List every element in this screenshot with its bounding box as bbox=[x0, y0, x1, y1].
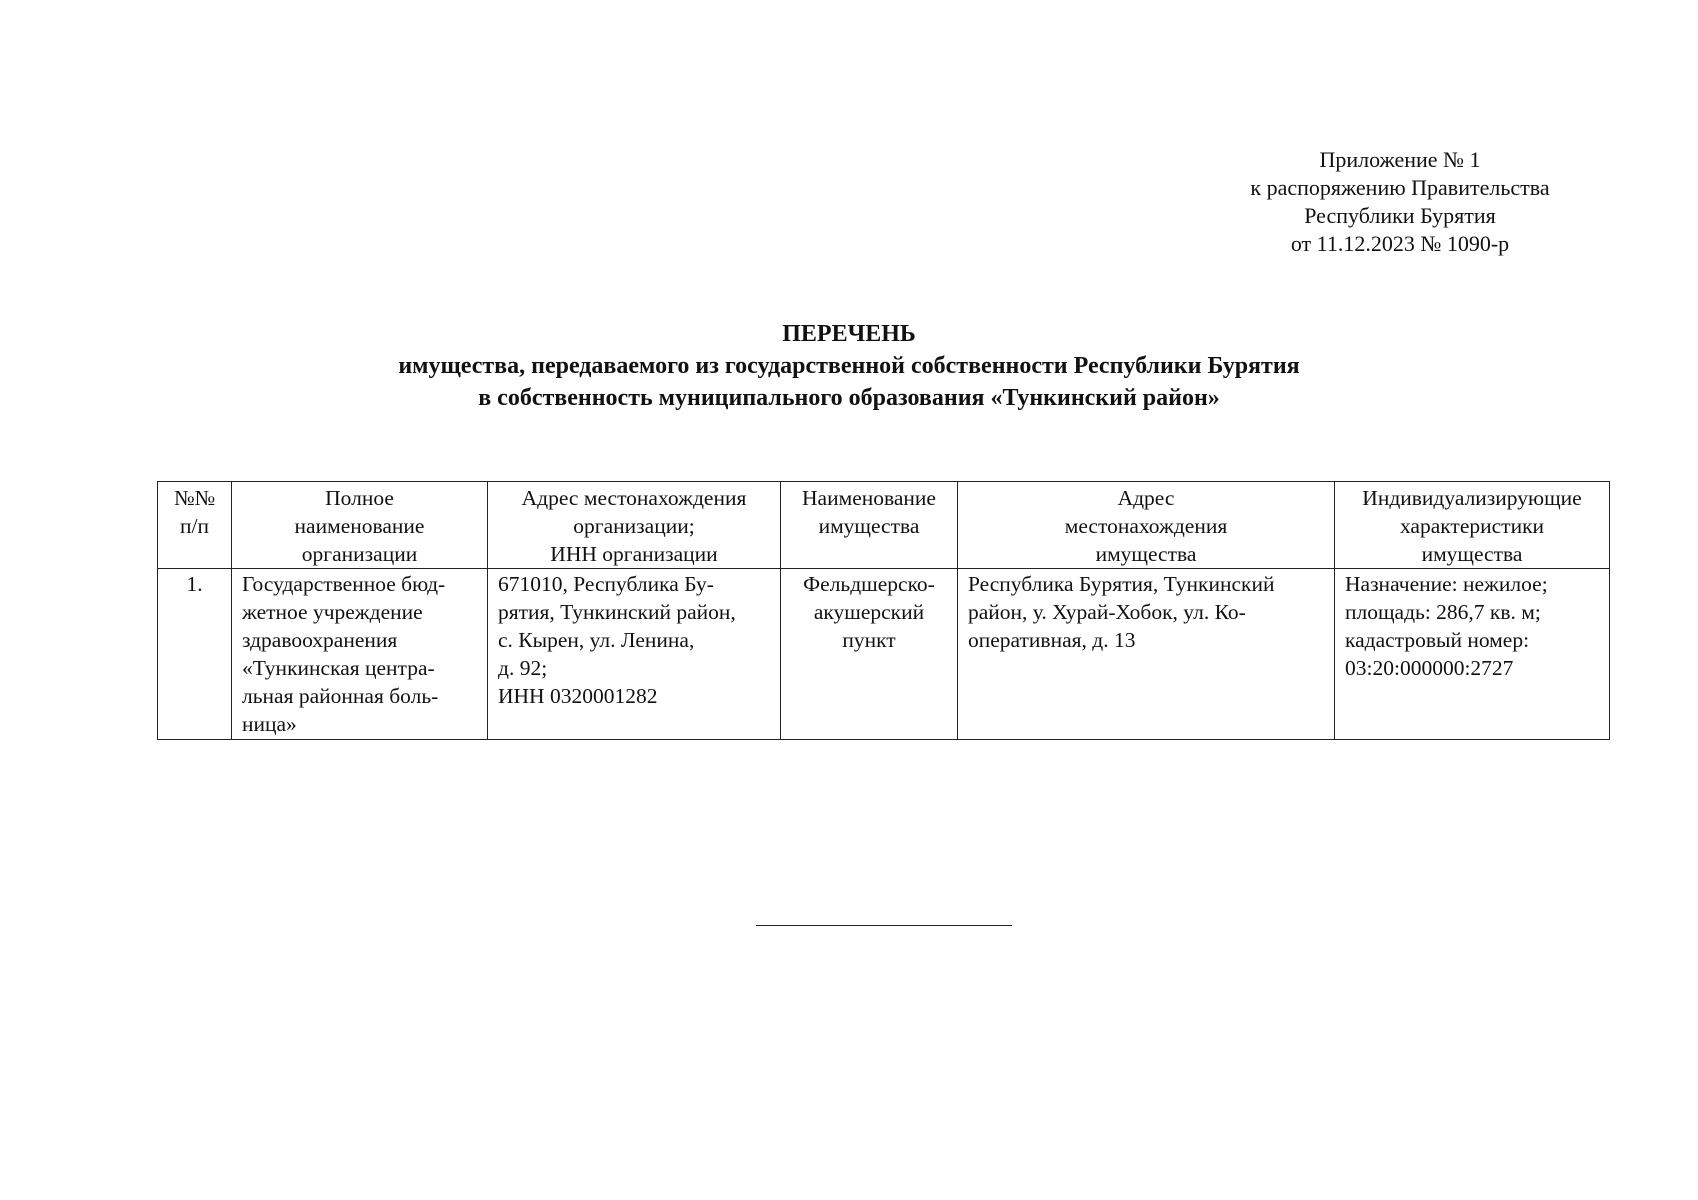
header-cell-property-address: Адрес местонахождения имущества bbox=[958, 482, 1335, 569]
title-line: имущества, передаваемого из государственной собственности Республики Бурятия bbox=[398, 353, 1300, 379]
header-cell-characteristics: Индивидуализирующие характеристики имущества bbox=[1335, 482, 1610, 569]
appendix-line: Республики Бурятия bbox=[1304, 203, 1496, 228]
header-cell-org-address: Адрес местонахождения организации; ИНН организации bbox=[488, 482, 781, 569]
header-cell-org-name: Полное наименование организации bbox=[232, 482, 488, 569]
title-line: в собственность муниципального образования «Тункинский район» bbox=[478, 385, 1220, 411]
cell-org-name: Государственное бюд- жетное учреждение здравоохранения «Тункинская центра- льная районная боль- ница» bbox=[232, 569, 488, 740]
title-heading: ПЕРЕЧЕНЬ bbox=[782, 321, 916, 347]
table-row bbox=[158, 569, 1610, 740]
cell-org-address: 671010, Республика Бу- рятия, Тункинский район, с. Кырен, ул. Ленина, д. 92; ИНН 0320001282 bbox=[488, 569, 781, 740]
header-cell-property-name: Наименование имущества bbox=[781, 482, 958, 569]
closing-divider-line bbox=[756, 925, 1012, 926]
table-header-row bbox=[158, 482, 1610, 569]
appendix-line: к распоряжению Правительства bbox=[1250, 175, 1550, 200]
document-title bbox=[0, 318, 1698, 414]
cell-property-address: Республика Бурятия, Тункинский район, у. Хурай-Хобок, ул. Ко- оперативная, д. 13 bbox=[958, 569, 1335, 740]
appendix-line: Приложение № 1 bbox=[1319, 147, 1481, 172]
cell-property-name: Фельдшерско- акушерский пункт bbox=[781, 569, 958, 740]
cell-characteristics: Назначение: нежилое; площадь: 286,7 кв. м; кадастровый номер: 03:20:000000:2727 bbox=[1335, 569, 1610, 740]
property-table bbox=[157, 481, 1610, 740]
header-cell-num: №№ п/п bbox=[158, 482, 232, 569]
appendix-line: от 11.12.2023 № 1090-р bbox=[1290, 231, 1510, 256]
cell-num: 1. bbox=[158, 569, 232, 740]
appendix-block bbox=[1210, 146, 1590, 258]
